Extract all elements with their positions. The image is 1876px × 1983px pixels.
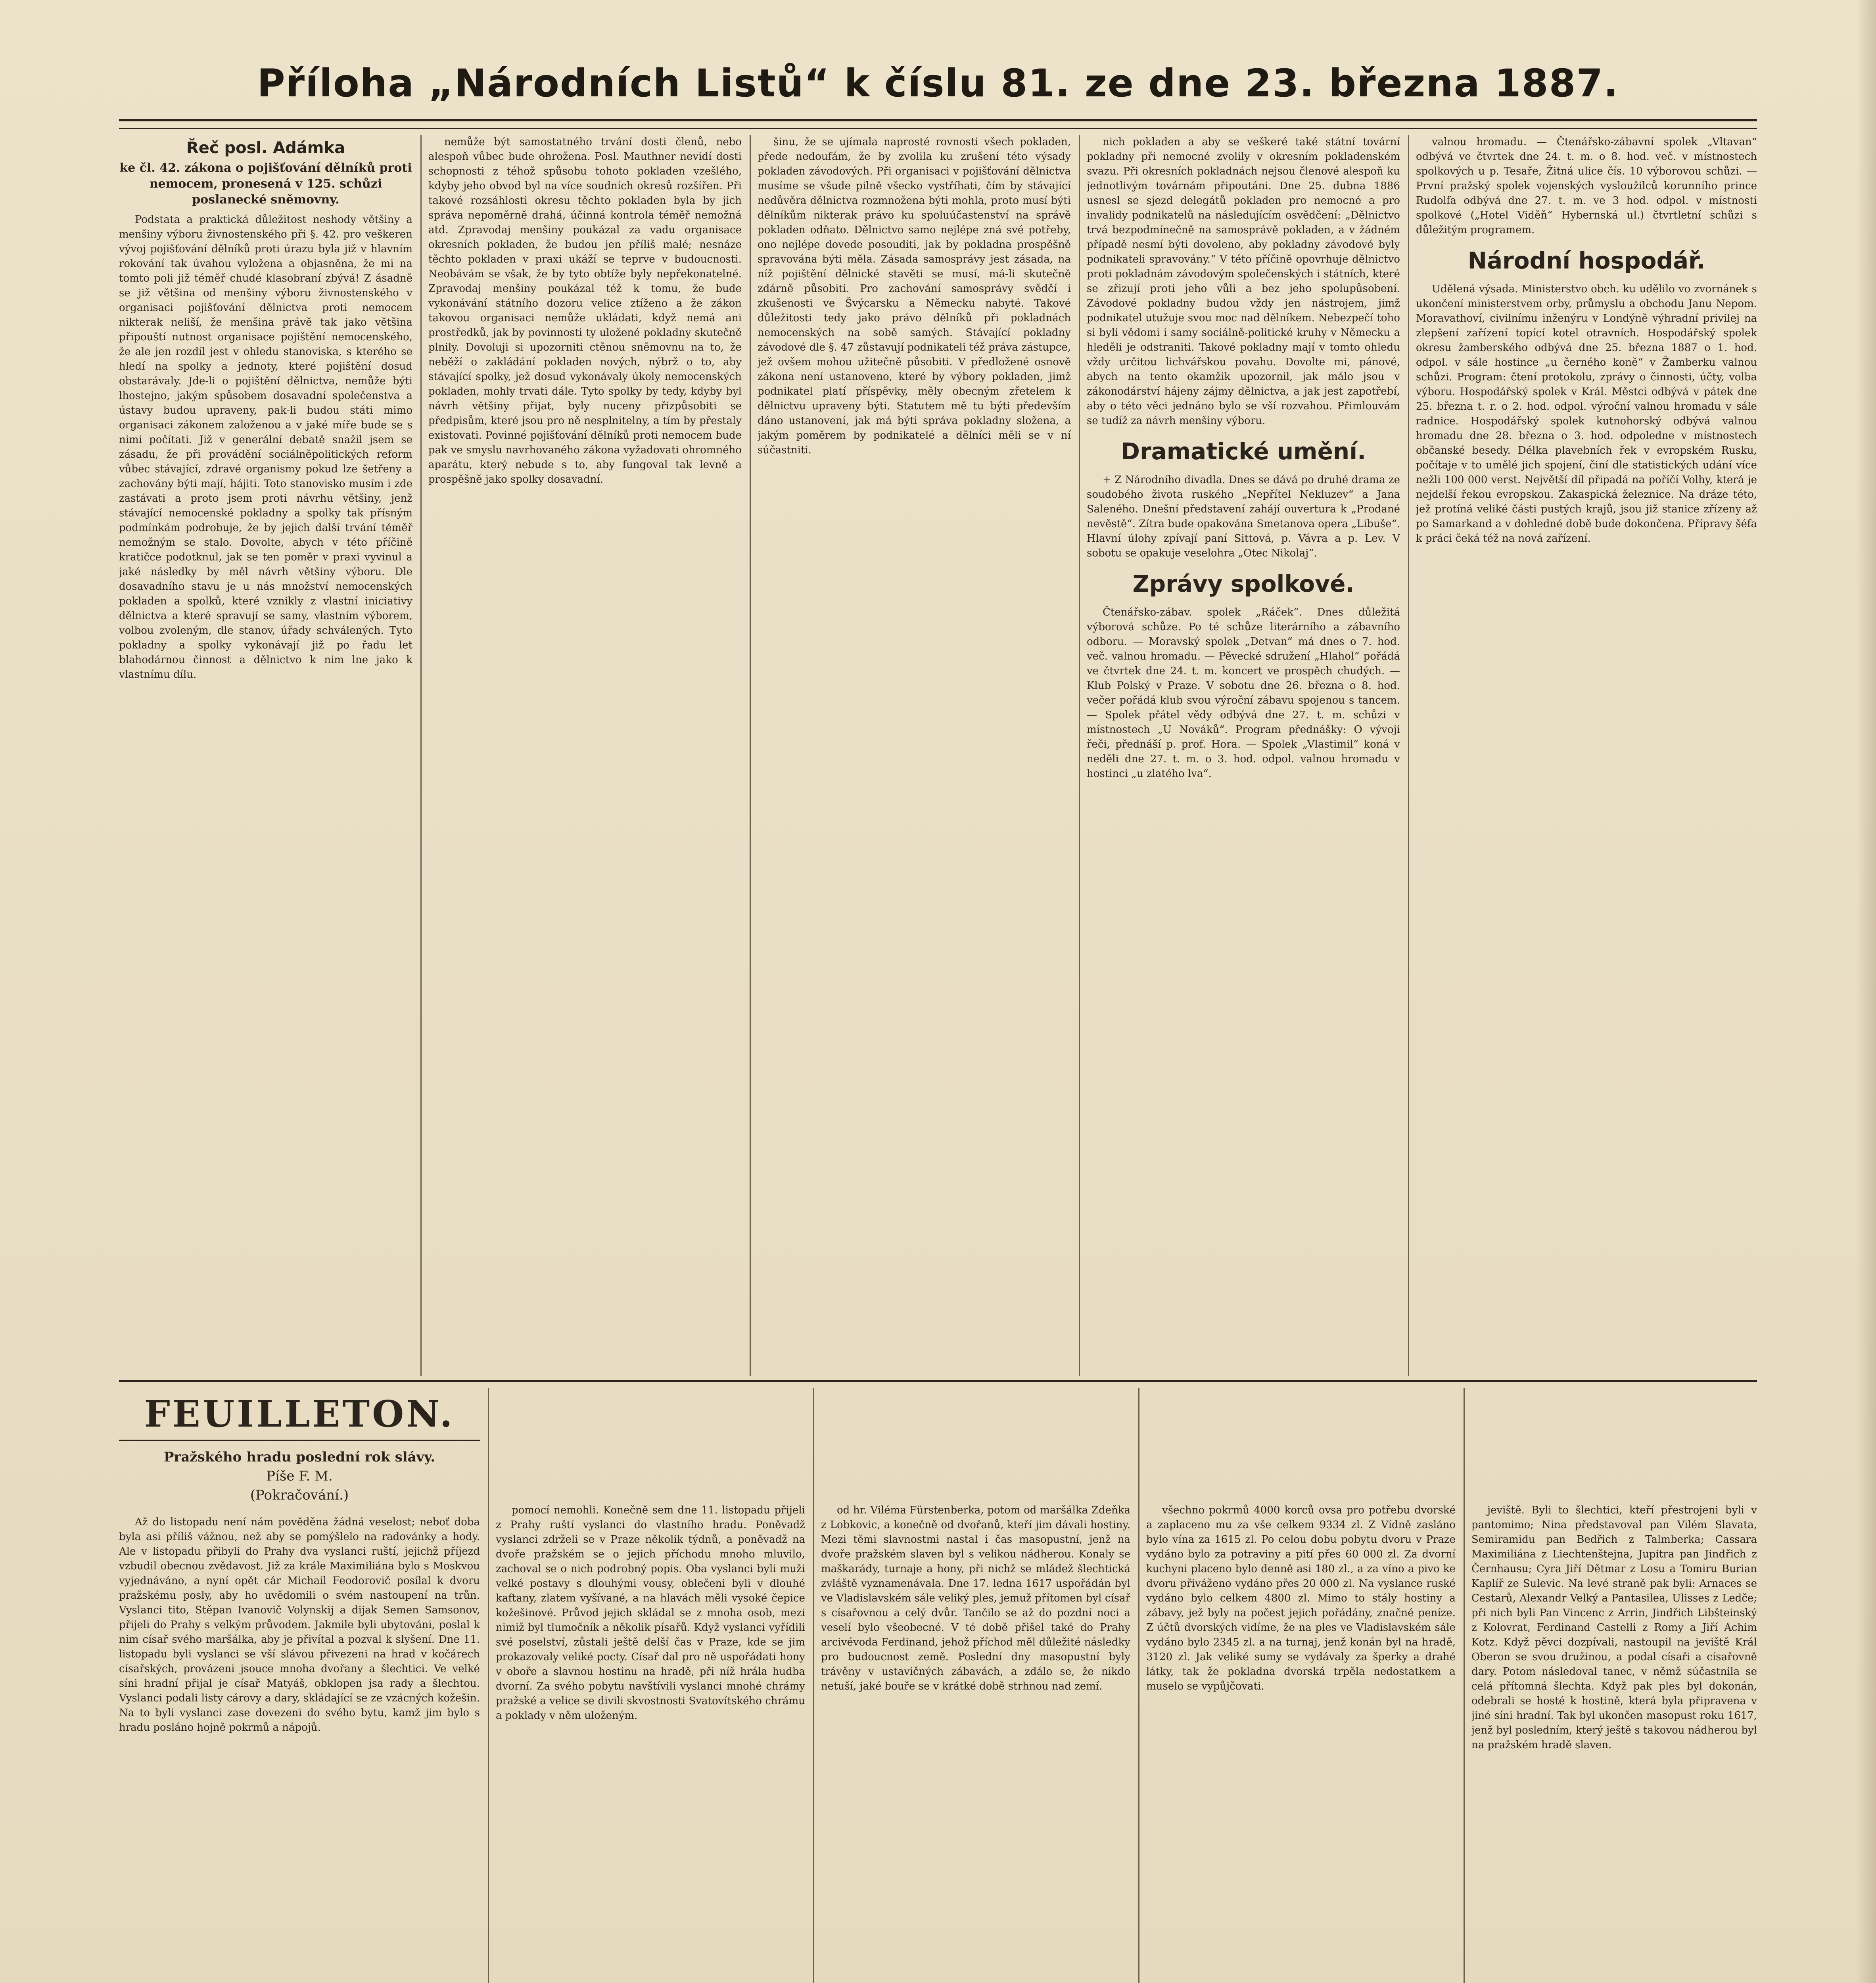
feuilleton-column-3 [821, 1503, 1130, 1983]
section-divider [119, 1380, 1757, 1382]
feuilleton-body: pomocí nemohli. Konečně sem dne 11. listopadu přijeli z Prahy ruští vyslanci do vlastního hradu. Poněvadž vyslanci zdrželi se v Praze několik týdnů, a poněvadž na dvoře pražském se o jejich příchodu mnoho mluvilo, zachoval se o nich podrobný popis. Oba vyslanci byli muži velké postavy s dlouhými vousy, oblečeni byli v dlouhé kaftany, zlatem vyšívané, a na hlavách měli vysoké čepice kožešinové. Průvod jejich skládal se z mnoha osob, mezi nimiž byl tlumočník a několik písařů. Když vyslanci vyřídili své poselství, zůstali ještě delší čas v Praze, kde se jim prokazovaly veliké pocty. Císař dal pro ně uspořádati hony v oboře a slavnou hostinu na hradě, při níž hrála hudba dvorní. Za svého pobytu navštívili vyslanci mnohé chrámy pražské a velice se divili skvostnosti Svatovítského chrámu a poklady v něm uloženým. [496, 1504, 805, 1722]
column-3 [758, 135, 1071, 1376]
feuilleton-column-5 [1471, 1503, 1757, 1983]
column-separator [1408, 135, 1409, 1376]
column-separator [1464, 1388, 1465, 1983]
article-body: šinu, že se ujímala naprosté rovnosti všech pokladen, přede nedoufám, že by zvolila ku zrušení této výsady pokladen závodových. Při organisaci v pojišťování dělnictva musíme se všude pilně všecko vystříhati, čím by stávající nedůvěra dělnictva rozmnožena býti mohla, proto musí býti dělníkům nikterak právo ku spoluúčastenství na správě pokladen odňato. Dělnictvo samo nejlépe zná své potřeby, ono nejlépe dovede posouditi, jak by pokladna prospěšně spravována býti měla. Zásada samosprávy jest zásada, na níž pojištění dělnické stavěti se musí, má-li skutečně zdárně působiti. Pro zachování samosprávy svědčí i zkušenosti ve Švýcarsku a Německu nabyté. Takové důležitosti tedy jako právo dělníků při pokladnách nemocenských na sobě samých. Stávající pokladny závodové dle §. 47 zůstavují podnikateli též práva zástupce, jež ovšem mohou užitečně působiti. V předložené osnově zákona není ustanoveno, které by výbory pokladen, jimž podnikatel platí příspěvky, měly obecným zřetelem k dělnictvu upraveny býti. Statutem mě tu býti především dáno ustanovení, jak má býti správa pokladny složena, a jakým poměrem by podnikatelé a dělníci měli se v ní súčastniti. [758, 136, 1071, 456]
column-separator [813, 1388, 814, 1983]
column-5 [1416, 135, 1757, 1376]
feuilleton-body: Až do listopadu není nám pověděna žádná veselost; neboť doba byla asi příliš vážnou, než aby se pomýšlelo na radovánky a hody. Ale v listopadu přibyli do Prahy dva vyslanci ruští, jejichž příjezd vzbudil obecnou zvědavost. Již za krále Maximiliána bylo s Moskvou vyjednáváno, a nyní opět cár Michail Feodorovič posílal k dvoru pražskému posly, aby ho uvědomili o svém nastoupení na trůn. Vyslanci tito, Stěpan Ivanovič Volynskij a dijak Semen Samsonov, přijeli do Prahy s velkým průvodem. Jakmile byli ubytováni, poslal k nim císař svého maršálka, aby je přivítal a pozval k slyšení. Dne 11. listopadu byli vyslanci se vší slávou přivezeni na hrad v kočárech císařských, provázeni jsouce mnoha dvořany a šlechtici. Ve velké síni hradní přijal je císař Matyáš, obklopen jsa rady a šlechtou. Vyslanci podali listy cárovy a dary, skládající se ze vzácných kožešin. Na to byli vyslanci zase dovezeni do svého bytu, kamž jim bylo s hradu posláno hojně pokrmů a nápojů. [119, 1516, 480, 1734]
feuilleton-subtitle [119, 1448, 480, 1505]
article-body: nich pokladen a aby se veškeré také státní tovární pokladny při nemocné zvolily v okresním pokladenském svazu. Při okresních pokladnách nejsou členové alespoň ku jednotlivým továrnám připoutáni. Dne 25. dubna 1886 usnesl se sjezd delegátů pokladen pro nemocné a pro invalidy podnikatelů na následujícím osvědčení: „Dělnictvo trvá bezpodmínečně na samosprávě pokladen, a v žádném případě nesmí býti dovoleno, aby pokladny závodové byly podnikateli spravovány.“ V této příčině opovrhuje dělnictvo proti pokladnám závodovým společenských i státních, které se zřizují proti jeho vůli a bez jeho spolupůsobení. Závodové pokladny budou vždy jen nástrojem, jimž podnikatel utužuje svou moc nad dělníkem. Nebezpečí toho si byli vědomi i samy sociálně-politické kruhy v Německu a hleděli je odstraniti. Takové pokladny mají v tomto ohledu vždy určitou lichvářskou povahu. Dovolte mi, pánové, abych na tento okamžik upozornil, jak málo jsou v zákonodárství hájeny zájmy dělnictva, a jak jest zapotřebí, aby o této věci jednáno bylo se vší rozvahou. Přimlouvám se tudíž za návrh menšiny výboru. [1087, 136, 1400, 427]
article-body: Podstata a praktická důležitost neshody většiny a menšiny výboru živnostenského při §. 42. pro veškeren vývoj pojišťování dělníků proti úrazu byla již v hlavním rokování tak úvahou vyložena a objasněna, že mi na tomto poli již téměř chudé klasobraní zbývá! Z ásadně se již většina od menšiny výboru živnostenského v organisaci pojišťování dělnictva proti nemocem nikterak neliší, že menšina právě tak jako většina připouští nutnost organisace pojištění nemocenského, že ale jen rozdíl jest v ohledu stanoviska, s kterého se hledí na spolky a jednoty, které pojištění dosud obstarávaly. Jde-li o pojištění dělnictva, nemůže býti lhostejno, jakým spůsobem dosavadní společenstva a ústavy budou upraveny, pak-li budou státi mimo organisaci zákonem založenou a v jaké míře bude se s nimi počítati. Již v generální debatě snažil jsem se zásadu, že při provádění sociálněpolitických reform vůbec stávající, zdravé organismy pokud lze šetřeny a zachovány býti mají, hájiti. Toto stanovisko musím i zde zastávati a proto jsem proti návrhu většiny, jenž stávající nemocenské pokladny a spolky tak přísným podmínkám podrobuje, že by jejich další trvání téměř nemožným se stalo. Dovolte, abych v této příčině kratičce podotknul, jak se ten poměr v praxi vyvinul a jaké následky by měl návrh většiny výboru. Dle dosavadního stavu je u nás množství nemocenských pokladen a spolků, které vznikly z vlastní iniciativy dělnictva a které spravují se samy, vlastním výborem, volbou zvoleným, dle stanov, úřady schválených. Tyto pokladny a spolky vykonávají již po řadu let blahodárnou činnost a dělnictvo k nim lne jako k vlastnímu dílu. [119, 214, 412, 681]
feuilleton-rule [119, 1440, 480, 1441]
article-body: nemůže být samostatného trvání dosti členů, nebo alespoň vůbec bude ohrožena. Posl. Mauthner nevidí dosti schopnosti z téhož spůsobu tohoto pokladen vzešlého, kdyby jeho obvod byl na více soudních okresů rozšířen. Při takové rozsáhlosti okresu těchto pokladen byla by jich správa nepoměrně drahá, účinná kontrola téměř nemožná atd. Zpravodaj menšiny poukázal za vadu organisace okresních pokladen, že budou jen příliš malé; nesnáze těchto pokladen v praxi ukáží se teprve v budoucnosti. Neobávám se však, že by tyto obtíže byly nepřekonatelné. Zpravodaj menšiny poukázal též k tomu, že bude vykonávání státního dozoru velice ztíženo a že zákon takovou organisaci nemůže ukládati, když nemá ani prostředků, jak by povinnosti ty uložené pokladny skutečně plnily. Dovoluji si upozorniti ctěnou sněmovnu na to, že neběží o zakládání pokladen nových, nýbrž o to, aby stávající spolky, jež dosud vykonávaly úkoly nemocenských pokladen, mohly trvati dále. Tyto spolky by tedy, kdyby byl návrh většiny přijat, byly nuceny přizpůsobiti se předpisům, které jsou pro ně nesplnitelny, a tím by přestaly existovati. Povinné pojišťování dělníků proti nemocem bude pak ve smyslu navrhovaného zákona vyžadovati ohromného aparátu, který nebude s to, aby fungoval tak levně a prospěšně jako spolky dosavadní. [428, 136, 742, 485]
column-separator [750, 135, 751, 1376]
club-news-body: Čtenářsko-zábav. spolek „Ráček“. Dnes důležitá výborová schůze. Po té schůze literárního a zábavního odboru. — Moravský spolek „Detvan“ má dnes o 7. hod. več. valnou hromadu. — Pěvecké sdružení „Hlahol“ pořádá ve čtvrtek dne 24. t. m. koncert ve prospěch chudých. — Klub Polský v Praze. V sobotu dne 26. března o 8. hod. večer pořádá klub svou výroční zábavu spojenou s tancem. — Spolek přátel vědy odbývá dne 27. t. m. schůzi v místnostech „U Nováků“. Program přednášky: O vývoji řeči, přednáší p. prof. Hora. — Spolek „Vlastimil“ koná v neděli dne 27. t. m. o 3. hod. odpol. valnou hromadu v hostinci „u zlatého lva“. [1087, 606, 1400, 780]
masthead-rule [119, 119, 1757, 129]
column-2 [428, 135, 742, 1376]
column-separator [1138, 1388, 1139, 1983]
article-subtitle: ke čl. 42. zákona o pojišťování dělníků proti nemocem, pronesená v 125. schůzi poslanecké sněmovny. [119, 161, 412, 207]
feuilleton-column-1 [119, 1515, 480, 1983]
column-separator [1079, 135, 1080, 1376]
feuilleton-body: jeviště. Byli to šlechtici, kteří přestrojeni byli v pantomimo; Nina představoval pan Vilém Slavata, Semiramidu pan Bedřich z Talmberka; Cassara Maximiliána z Liechtenštejna, Jupitra pan Jindřich z Černhausu; Cyra Jiří Dětmar z Losu a Tomiru Burian Kaplíř ze Sulevic. Na levé straně pak byli: Arnaces se Cestarů, Alexandr Velký a Pantasilea, Ulisses z Ledče; při nich byli Pan Vincenc z Arrin, Jindřich Libšteinský z Kolovrat, Ferdinand Castelli z Romy a Jiří Achim Kotz. Když pěvci dozpívali, nastoupil na jeviště Král Oberon se svou družinou, a podal císaři a císařovně dary. Potom následoval tanec, v němž súčastnila se celá přítomná šlechta. Když pak ples byl dokonán, odebrali se hosté k hostině, která byla připravena v jiné síni hradní. Tak byl ukončen masopust roku 1617, jenž byl posledním, který ještě s takovou nádherou byl na pražském hradě slaven. [1471, 1504, 1757, 1751]
section-heading-dramatic-arts: Dramatické umění. [1120, 438, 1366, 465]
page-edge-shadow [1856, 0, 1876, 1983]
club-news-continued: valnou hromadu. — Čtenářsko-zábavní spolek „Vltavan“ odbývá ve čtvrtek dne 24. t. m. o 8. hod. več. v místnostech spolkových u p. Tesaře, Žitná ulice čís. 10 výborovou schůzi. — První pražský spolek vojenských vysloužilců korunního prince Rudolfa odbývá dne 27. t. m. ve 3 hod. odpol. v místnosti spolkové („Hotel Viděň“ Hybernská ul.) čtvrtletní schůzi s důležitým programem. [1416, 136, 1757, 236]
column-4 [1087, 135, 1400, 1376]
column-separator [420, 135, 422, 1376]
feuilleton-article-title: Pražského hradu poslední rok slávy. [163, 1449, 435, 1465]
section-heading-national-economy: Národní hospodář. [1467, 247, 1705, 274]
dramatic-arts-body: + Z Národního divadla. Dnes se dává po druhé drama ze soudobého života ruského „Nepřítel Nekluzev“ a Jana Saleného. Dnešní představení zahájí ouvertura k „Prodané nevěstě“. Zítra bude opakována Smetanova opera „Libuše“. Hlavní úlohy zpívají paní Sittová, p. Vávra a p. Lev. V sobotu se opakuje veselohra „Otec Nikolaj“. [1087, 474, 1400, 559]
feuilleton-body: všechno pokrmů 4000 korců ovsa pro potřebu dvorské a zaplaceno mu za vše celkem 9334 zl. Z Vídně zasláno bylo vína za 1615 zl. Po celou dobu pobytu dvoru v Praze vydáno bylo za potraviny a pití přes 60 000 zl. Za dvorní kuchyni placeno bylo denně asi 180 zl., a za víno a pivo ke dvoru přiváženo vydáno přes 20 000 zl. Na vyslance ruské vydáno bylo celkem 4800 zl. Mimo to stály hostiny a zábavy, jež byly na počest jejich pořádány, značné peníze. Z účtů dvorských vidíme, že na ples ve Vladislavském sále vydáno bylo 2345 zl. a na turnaj, jenž konán byl na hradě, 3120 zl. Jak veliké sumy se vydávaly za šperky a drahé látky, tak že pokladna dvorská trpěla nedostatkem a muselo se vypůjčovati. [1146, 1504, 1456, 1692]
national-economy-body: Udělená výsada. Ministerstvo obch. ku udělilo vo zvornánek s ukončení ministerstvem orby, průmyslu a obchodu Janu Nepom. Moravathoví, civilnímu inženýru v Londýně výhradní privilej na zlepšení zařízení topící kotel otravních. Hospodářský spolek okresu žamberského odbývá dne 25. března 1887 o 1. hod. odpol. v sále hostince „u černého koně“ v Žamberku valnou schůzi. Program: čtení protokolu, zprávy o činnosti, účty, volba výboru. Hospodářský spolek v Král. Městci odbývá v pátek dne 25. března t. r. o 2. hod. odpol. výroční valnou hromadu v sále radnice. Hospodářský spolek kutnohorský odbývá valnou hromadu dne 28. března o 3. hod. odpoledne v místnostech občanské besedy. Délka plavebních řek v evropském Rusku, počítaje v to umělé jich spojení, činí dle statistických udání více nežli 100 000 verst. Největší díl připadá na poříčí Volhy, která je nejdelší řekou evropskou. Zakaspická železnice. Na dráze této, jež protíná veliké části pustých krajů, jsou již stanice zřízeny až po Samarkand a v dohledné době bude dokončena. Přípravy šéfa k práci čeká též na nová zařízení. [1416, 283, 1757, 545]
feuilleton-column-4 [1146, 1503, 1456, 1983]
feuilleton-body: od hr. Viléma Fürstenberka, potom od maršálka Zdeňka z Lobkovic, a konečně od dvořanů, kteří jim dávali hostiny. Mezi těmi slavnostmi nastal i čas masopustní, jenž na dvoře pražském slaven byl s velikou nádherou. Konaly se maškarády, turnaje a hony, při nichž se mládež šlechtická zvláště vyznamenávala. Dne 17. ledna 1617 uspořádán byl ve Vladislavském sále veliký ples, jemuž přítomen byl císař s císařovnou a celý dvůr. Tančilo se až do pozdní noci a veselí bylo všeobecné. V té době přišel také do Prahy arcivévoda Ferdinand, jehož příchod měl důležité následky pro budoucnost země. Poslední dny masopustní byly trávěny v ustavičných zábavách, a zdálo se, že nikdo netuší, jaké bouře se v krátké době strhnou nad zemí. [821, 1504, 1130, 1692]
article-title: Řeč posl. Adámka [186, 139, 345, 157]
feuilleton-continuation: (Pokračování.) [250, 1487, 349, 1503]
masthead: Příloha „Národních Listů“ k číslu 81. ze dne 23. března 1887. [257, 61, 1619, 105]
feuilleton-author: Píše F. M. [266, 1468, 333, 1484]
column-separator [488, 1388, 489, 1983]
column-1 [119, 135, 412, 1376]
section-heading-club-news: Zprávy spolkové. [1132, 570, 1354, 597]
feuilleton-column-2 [496, 1503, 805, 1983]
feuilleton-title: FEUILLETON. [144, 1392, 455, 1435]
